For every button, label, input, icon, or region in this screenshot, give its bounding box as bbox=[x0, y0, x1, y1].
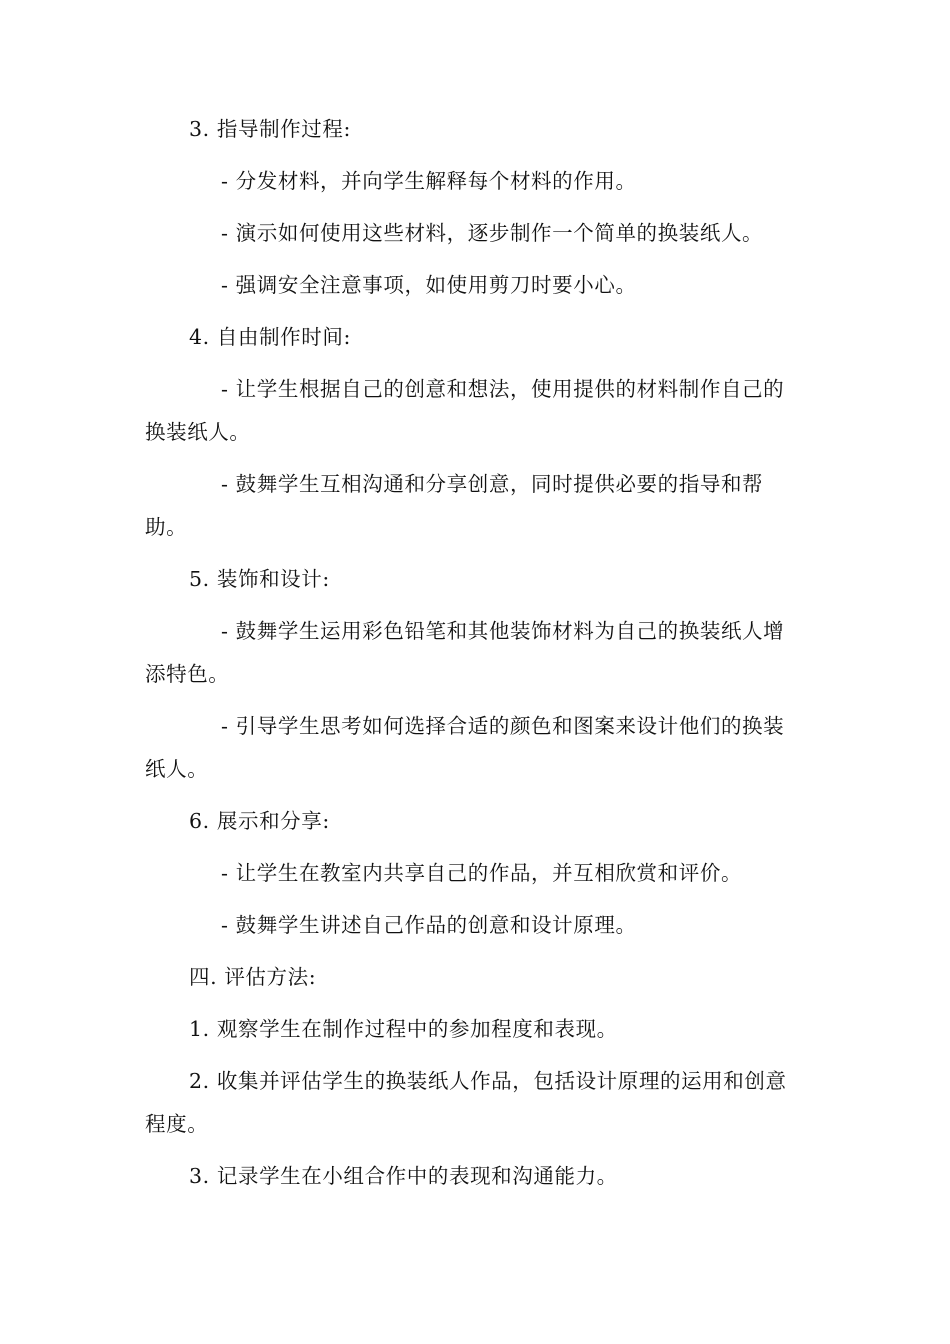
step-4-heading: 4. 自由制作时间: bbox=[189, 325, 351, 349]
step-5-item-2: - 引导学生思考如何选择合适的颜色和图案来设计他们的换装纸人。 bbox=[145, 714, 785, 781]
step-4-item-1: - 让学生根据自己的创意和想法，使用提供的材料制作自己的换装纸人。 bbox=[145, 377, 785, 444]
evaluation-item-3: 3. 记录学生在小组合作中的表现和沟通能力。 bbox=[189, 1164, 618, 1188]
step-6-item-2: - 鼓舞学生讲述自己作品的创意和设计原理。 bbox=[221, 913, 637, 937]
step-5-heading: 5. 装饰和设计: bbox=[189, 567, 330, 591]
evaluation-item-2: 2. 收集并评估学生的换装纸人作品，包括设计原理的运用和创意程度。 bbox=[145, 1069, 787, 1136]
evaluation-item-1: 1. 观察学生在制作过程中的参加程度和表现。 bbox=[189, 1017, 618, 1041]
step-3-item-2: - 演示如何使用这些材料，逐步制作一个简单的换装纸人。 bbox=[221, 221, 764, 245]
step-5-item-1: - 鼓舞学生运用彩色铅笔和其他装饰材料为自己的换装纸人增添特色。 bbox=[145, 619, 785, 686]
step-6-heading: 6. 展示和分享: bbox=[189, 809, 330, 833]
step-3-heading: 3. 指导制作过程: bbox=[189, 117, 351, 141]
document-page bbox=[145, 108, 805, 1207]
step-4-item-2: - 鼓舞学生互相沟通和分享创意，同时提供必要的指导和帮助。 bbox=[145, 472, 764, 539]
step-3-item-3: - 强调安全注意事项，如使用剪刀时要小心。 bbox=[221, 273, 637, 297]
step-6-item-1: - 让学生在教室内共享自己的作品，并互相欣赏和评价。 bbox=[221, 861, 743, 885]
section-4-heading: 四. 评估方法: bbox=[189, 965, 317, 989]
step-3-item-1: - 分发材料，并向学生解释每个材料的作用。 bbox=[221, 169, 637, 193]
